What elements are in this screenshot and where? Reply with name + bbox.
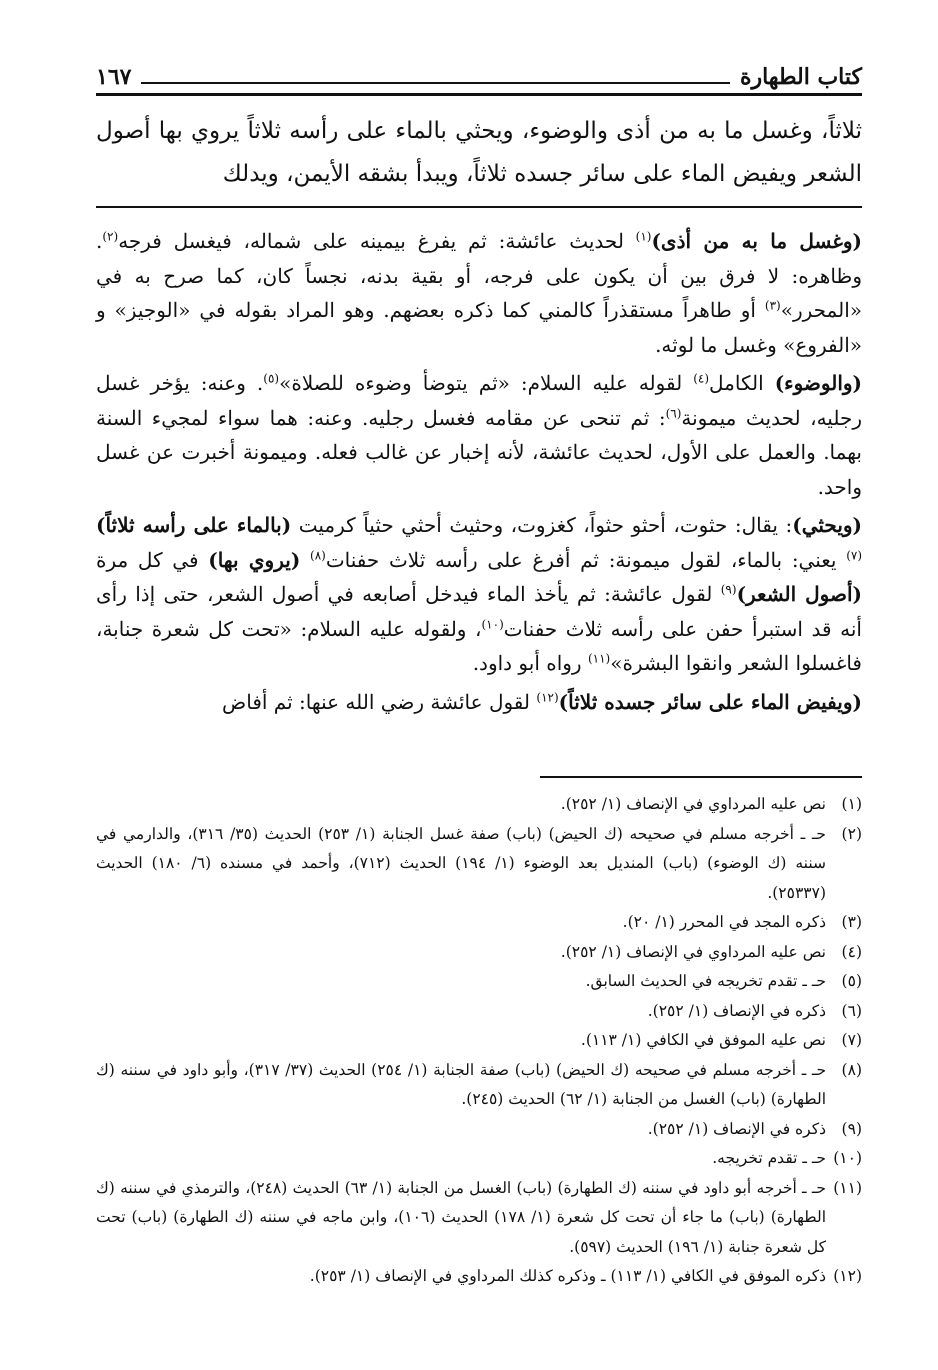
commentary-text: : ثم تنحى عن مقامه فغسل رجليه. وعنه: هما سواء لمجيء السنة بهما. والعمل على الأول، لحديث عائشة، لأنه إخبار عن غالب فعله. وميمونة أخبرت عن غسل واحد.	[96, 405, 862, 499]
footnote-number: (١٠)	[833, 1149, 862, 1167]
commentary-text: في كل مرة	[96, 547, 209, 572]
footnote-text: ذكره الموفق في الكافي (١/ ١١٣) ـ وذكره كذلك المرداوي في الإنصاف (١/ ٢٥٣).	[309, 1267, 826, 1285]
commentary-text: لقوله عليه السلام: «ثم يتوضأ وضوءه للصلاة»	[279, 371, 694, 395]
commentary-text: . وعنه: يؤخر غسل رجليه، لحديث ميمونة	[96, 371, 862, 430]
footnote-number: (١)	[841, 795, 862, 813]
main-text-divider	[96, 206, 862, 208]
footnote-ref: (٢)	[102, 229, 119, 244]
footnote-number: (١٢)	[833, 1267, 862, 1285]
footnote-text: ذكره في الإنصاف (١/ ٢٥٢).	[647, 1119, 826, 1138]
footnote-number: (٤)	[841, 942, 862, 961]
footnote-text: حـ ـ تقدم تخريجه في الحديث السابق.	[585, 972, 826, 990]
footnote-item	[96, 997, 862, 1027]
footnote-number: (٩)	[841, 1119, 862, 1138]
footnote-item	[96, 1056, 862, 1115]
footnote-item	[96, 820, 862, 909]
footnote-text: حـ ـ أخرجه أبو داود في سننه (ك الطهارة) (باب) الغسل من الجنابة (١/ ٦٣) الحديث (٢٤٨)، والترمذي في سننه (ك الطهارة) (باب) ما جاء أن تحت كل شعرة (١/ ١٧٨) الحديث (١٠٦)، وابن ماجه في سننه (ك الطهارة) (باب) تحت كل شعرة جنابة (١/ ١٩٦) الحديث (٥٩٧).	[96, 1178, 827, 1256]
footnote-number: (١١)	[833, 1178, 862, 1197]
footnote-divider	[540, 776, 862, 778]
footnote-text: ذكره المجد في المحرر (١/ ٢٠).	[622, 913, 826, 931]
footnote-ref: (٥)	[263, 371, 280, 386]
footnotes	[96, 790, 862, 1292]
commentary-lead: (ويحثي)	[792, 513, 862, 537]
commentary-paragraph	[96, 685, 862, 720]
commentary-text: ، ولقوله عليه السلام: «تحت كل شعرة جنابة، فاغسلوا الشعر وانقوا البشرة»	[96, 616, 862, 675]
commentary-bold: (أصول الشعر)	[736, 582, 862, 606]
footnote-text: نص عليه المرداوي في الإنصاف (١/ ٢٥٢).	[560, 942, 826, 961]
chapter-title: كتاب الطهارة	[739, 64, 862, 90]
page-number: ١٦٧	[96, 64, 132, 90]
footnote-ref: (١١)	[587, 651, 611, 666]
footnote-ref: (١)	[635, 229, 652, 244]
main-text: ثلاثاً، وغسل ما به من أذى والوضوء، ويحثي بالماء على رأسه ثلاثاً يروي بها أصول الشعر ويفيض الماء على سائر جسده ثلاثاً، ويبدأ بشقه الأيمن، ويدلك	[96, 118, 862, 187]
footnote-item	[96, 967, 862, 997]
header-dash-rule	[141, 82, 730, 84]
commentary	[96, 224, 862, 723]
commentary-text	[300, 548, 310, 572]
footnote-item	[96, 1115, 862, 1145]
running-header	[96, 50, 862, 90]
commentary-paragraph	[96, 508, 862, 681]
commentary-paragraph	[96, 366, 862, 504]
footnote-text: حـ ـ تقدم تخريجه.	[712, 1149, 826, 1167]
commentary-lead: (والوضوء)	[774, 371, 863, 395]
footnote-number: (٨)	[841, 1060, 862, 1079]
commentary-bold: (بالماء على رأسه ثلاثاً)	[96, 513, 292, 537]
footnote-item	[96, 938, 862, 968]
commentary-text: لقول عائشة: ثم يأخذ الماء فيدخل أصابعه في أصول الشعر، حتى إذا رأى أنه قد استبرأ حفن على رأسه ثلاث حفنات	[96, 582, 862, 641]
footnote-ref: (٧)	[846, 547, 863, 562]
commentary-text: : يقال: حثوت، أحثو حثواً، كغزوت، وحثيث أحثي حثياً كرميت	[291, 513, 793, 537]
footnote-item	[96, 1262, 862, 1292]
commentary-paragraph	[96, 224, 862, 362]
commentary-text: لحديث عائشة: ثم يفرغ بيمينه على شماله، فيغسل فرجه	[118, 229, 636, 253]
commentary-text: لقول عائشة رضي الله عنها: ثم أفاض	[222, 689, 537, 714]
footnote-number: (٥)	[841, 972, 862, 990]
footnote-item	[96, 908, 862, 938]
footnote-ref: (١٠)	[481, 616, 504, 631]
footnote-number: (٧)	[841, 1031, 862, 1049]
commentary-lead: (وغسل ما به من أذى)	[651, 229, 862, 253]
header-divider	[96, 93, 862, 96]
footnote-ref: (١٢)	[536, 689, 559, 704]
commentary-text: . وظاهره: لا فرق بين أن يكون على فرجه، أو بقية بدنه، نجساً كان، كما صرح به في «المحرر»	[96, 229, 862, 322]
commentary-text: الكامل	[709, 371, 775, 395]
footnote-number: (٣)	[841, 913, 862, 931]
footnote-item	[96, 1144, 862, 1174]
footnote-item	[96, 790, 862, 820]
footnote-ref: (٨)	[310, 547, 326, 562]
footnote-ref: (٤)	[693, 371, 710, 386]
footnote-ref: (٦)	[665, 405, 682, 420]
footnote-ref: (٩)	[720, 582, 737, 597]
commentary-text: رواه أبو داود.	[472, 651, 588, 675]
commentary-lead: (ويفيض الماء على سائر جسده ثلاثاً)	[558, 689, 862, 714]
footnote-item	[96, 1026, 862, 1056]
footnote-text: نص عليه الموفق في الكافي (١/ ١١٣).	[580, 1031, 826, 1049]
footnote-number: (٢)	[841, 824, 862, 843]
footnote-text: ذكره في الإنصاف (١/ ٢٥٢).	[647, 1001, 826, 1020]
footnote-ref: (٣)	[764, 298, 781, 313]
footnote-number: (٦)	[841, 1001, 862, 1020]
commentary-text: أو طاهراً مستقذراً كالمني كما ذكره بعضهم. وهو المراد بقوله في «الوجيز» و «الفروع» وغسل ما لوثه.	[96, 298, 862, 357]
commentary-text: يعني: بالماء، لقول ميمونة: ثم أفرغ على رأسه ثلاث حفنات	[325, 547, 847, 572]
commentary-bold: (يروي بها)	[208, 547, 301, 572]
footnote-text: حـ ـ أخرجه مسلم في صحيحه (ك الحيض) (باب) صفة الجنابة (١/ ٢٥٤) الحديث (٣٧/ ٣١٧)، وأبو داود في سننه (ك الطهارة) (باب) الغسل من الجنابة (١/ ٦٢) الحديث (٢٤٥).	[96, 1060, 827, 1108]
footnote-text: حـ ـ أخرجه مسلم في صحيحه (ك الحيض) (باب) صفة غسل الجنابة (١/ ٢٥٣) الحديث (٣٥/ ٣١٦)، والدارمي في سننه (ك الوضوء) (باب) المنديل بعد الوضوء (١/ ١٩٤) الحديث (٧١٢)، وأحمد في مسنده (٦/ ١٨٠) الحديث (٢٥٣٣٧).	[96, 824, 826, 902]
footnote-item	[96, 1174, 862, 1263]
footnote-text: نص عليه المرداوي في الإنصاف (١/ ٢٥٢).	[560, 795, 826, 813]
